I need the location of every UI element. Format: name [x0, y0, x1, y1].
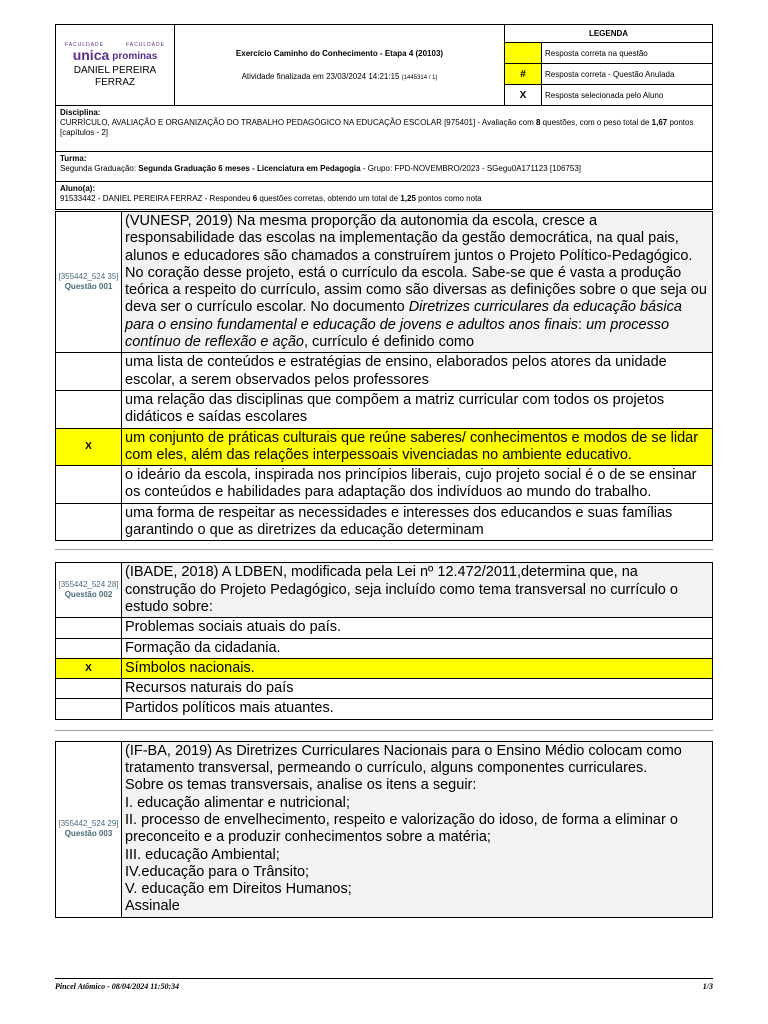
legend	[505, 25, 712, 105]
answer-option-selected[interactable]	[56, 429, 712, 467]
answer-option[interactable]	[56, 618, 712, 638]
option-text: uma relação das disciplinas que compõem a matriz curricular com todos os projetos didáticos e saídas escolares	[125, 391, 665, 426]
option-mark: X	[56, 659, 122, 678]
option-text: Problemas sociais atuais do país.	[125, 619, 341, 636]
answer-option[interactable]	[56, 391, 712, 429]
page-number: 1/3	[702, 982, 713, 991]
student-info: Aluno(a): 91533442 - DANIEL PEREIRA FERRAZ - Respondeu 6 questões corretas, obtendo um total de 1,25 pontos como nota	[55, 182, 713, 210]
class-label: Turma:	[60, 154, 87, 163]
legend-row-correct	[505, 43, 712, 64]
final-score: 1,25	[400, 194, 416, 203]
question-001	[55, 211, 713, 541]
course-name: Segunda Graduação 6 meses - Licenciatura em Pedagogia	[138, 164, 361, 173]
divider	[55, 549, 713, 550]
option-mark	[56, 466, 122, 503]
legend-symbol-correct	[505, 43, 542, 63]
logo-cell	[56, 25, 175, 105]
answer-option[interactable]	[56, 353, 712, 391]
question-id-cell	[56, 742, 122, 917]
question-id-cell	[56, 563, 122, 617]
discipline-label: Disciplina:	[60, 108, 101, 117]
option-text: uma forma de respeitar as necessidades e interesses dos educandos e suas famílias garantindo o que as diretrizes da educação determinam	[125, 504, 673, 539]
logo-label-left: FACULDADE	[65, 41, 105, 48]
class-info: Turma: Segunda Graduação: Segunda Graduação 6 meses - Licenciatura em Pedagogia - Grupo: FPD-NOVEMBRO/2023 - SGegu0A171123 [106753]	[55, 152, 713, 182]
option-text: Partidos políticos mais atuantes.	[125, 700, 334, 717]
option-mark	[56, 353, 122, 390]
option-mark	[56, 679, 122, 698]
question-id-cell	[56, 212, 122, 352]
logo-label-right: FACULDADE	[125, 41, 165, 48]
option-text: Formação da cidadania.	[125, 639, 281, 656]
institution-logo	[65, 42, 165, 62]
question-id: [355442_524 29]	[58, 819, 119, 829]
option-mark	[56, 504, 122, 541]
exercise-title-cell	[175, 25, 505, 105]
logo-brand-prominas: prominas	[112, 50, 158, 62]
legend-text-selected: Resposta selecionada pelo Aluno	[545, 90, 664, 100]
question-stem-row	[56, 212, 712, 353]
question-stem: (IBADE, 2018) A LDBEN, modificada pela Lei nº 12.472/2011,determina que, na construção do Projeto Pedagógico, seja incluído como tema transversal no currículo o estudo sobre:	[122, 563, 712, 617]
report-sheet	[55, 24, 713, 918]
divider	[55, 730, 713, 731]
answer-option[interactable]	[56, 679, 712, 699]
logo-brand-unica: unica	[72, 46, 110, 63]
answer-option[interactable]	[56, 466, 712, 504]
option-text: Recursos naturais do país	[125, 680, 294, 697]
legend-row-selected	[505, 85, 712, 105]
answer-option[interactable]	[56, 699, 712, 718]
student-name: DANIEL PEREIRA FERRAZ	[73, 64, 157, 88]
question-id: [355442_524 35]	[58, 272, 119, 282]
question-002	[55, 562, 713, 719]
option-text: o ideário da escola, inspirada nos princípios liberais, cujo projeto social é o de se ensinar os conteúdos e habilidades para adaptação dos indivíduos ao mundo do trabalho.	[125, 467, 697, 501]
discipline-info: Disciplina: CURRÍCULO, AVALIAÇÃO E ORGANIZAÇÃO DO TRABALHO PEDAGÓGICO NA EDUCAÇÃO ESCOLAR [975401] - Avaliação com 8 questões, com o peso total de 1,67 pontos [capítulos - 2]	[55, 106, 713, 152]
option-mark	[56, 618, 122, 637]
question-number: Questão 003	[64, 829, 113, 839]
question-number: Questão 002	[64, 590, 113, 600]
question-count: 8	[536, 118, 541, 127]
question-003	[55, 741, 713, 918]
option-mark: X	[56, 429, 122, 466]
option-text: um conjunto de práticas culturais que reúne saberes/ conhecimentos e modos de se lidar com eles, além das relações interpessoais vivenciadas no ambiente educativo.	[122, 429, 712, 466]
question-stem-row	[56, 742, 712, 917]
correct-count: 6	[252, 194, 258, 203]
footer-timestamp: Pincel Atômico - 08/04/2024 11:50:34	[55, 982, 180, 991]
legend-text-correct: Resposta correta na questão	[545, 48, 648, 58]
legend-title: LEGENDA	[505, 25, 712, 43]
option-text: uma lista de conteúdos e estratégias de ensino, elaborados pelos atores da unidade escolar, a serem observados pelos professores	[125, 354, 667, 388]
legend-text-annulled: Resposta correta - Questão Anulada	[545, 69, 675, 79]
question-id: [355442_524 28]	[58, 580, 119, 590]
question-stem-row	[56, 563, 712, 618]
exercise-title: Exercício Caminho do Conhecimento - Etapa 4 (20103)	[235, 49, 444, 58]
answer-option[interactable]	[56, 639, 712, 659]
report-header	[55, 24, 713, 106]
legend-row-annulled	[505, 64, 712, 85]
total-points: 1,67	[651, 118, 668, 127]
question-stem: (IF-BA, 2019) As Diretrizes Curriculares Nacionais para o Ensino Médio colocam como tratamento transversal, permeando o currículo, alguns componentes curriculares. Sobre os temas transversais, analise os itens a seguir: I. educação alimentar e nutricional; II. processo de envelhecimento, respeito e valorização do idoso, de forma a eliminar o preconceito e a produzir conhecimentos sobre a matéria; III. educação Ambiental; IV.educação para o Trânsito; V. educação em Direitos Humanos; Assinale	[122, 742, 712, 917]
answer-option[interactable]	[56, 504, 712, 541]
legend-symbol-selected: X	[505, 85, 542, 105]
answer-option-selected[interactable]	[56, 659, 712, 679]
option-mark	[56, 639, 122, 658]
option-mark	[56, 699, 122, 718]
legend-symbol-annulled: #	[505, 64, 542, 84]
page-footer	[55, 978, 713, 991]
option-mark	[56, 391, 122, 428]
activity-code: (1445314 / 1)	[401, 75, 438, 81]
option-text: Símbolos nacionais.	[122, 659, 712, 678]
question-number: Questão 001	[64, 282, 113, 292]
question-stem: (VUNESP, 2019) Na mesma proporção da autonomia da escola, cresce a responsabilidade das escolas na implementação da gestão democrática, na qual pais, alunos e educadores são chamados a construírem juntos o Projeto Político-Pedagógico. No coração desse projeto, está o currículo da escola. Sabe-se que é vasta a produção teórica a respeito do currículo, assim como são diversas as definições sobre o que seja ou deva ser o currículo escolar. No documento Diretrizes curriculares da educação básica para o ensino fundamental e educação de jovens e adultos anos finais: um processo contínuo de reflexão e ação, currículo é definido como	[122, 212, 712, 352]
student-label: Aluno(a):	[60, 184, 96, 193]
activity-finished: Atividade finalizada em 23/03/2024 14:21:15 (1445314 / 1)	[241, 72, 438, 81]
